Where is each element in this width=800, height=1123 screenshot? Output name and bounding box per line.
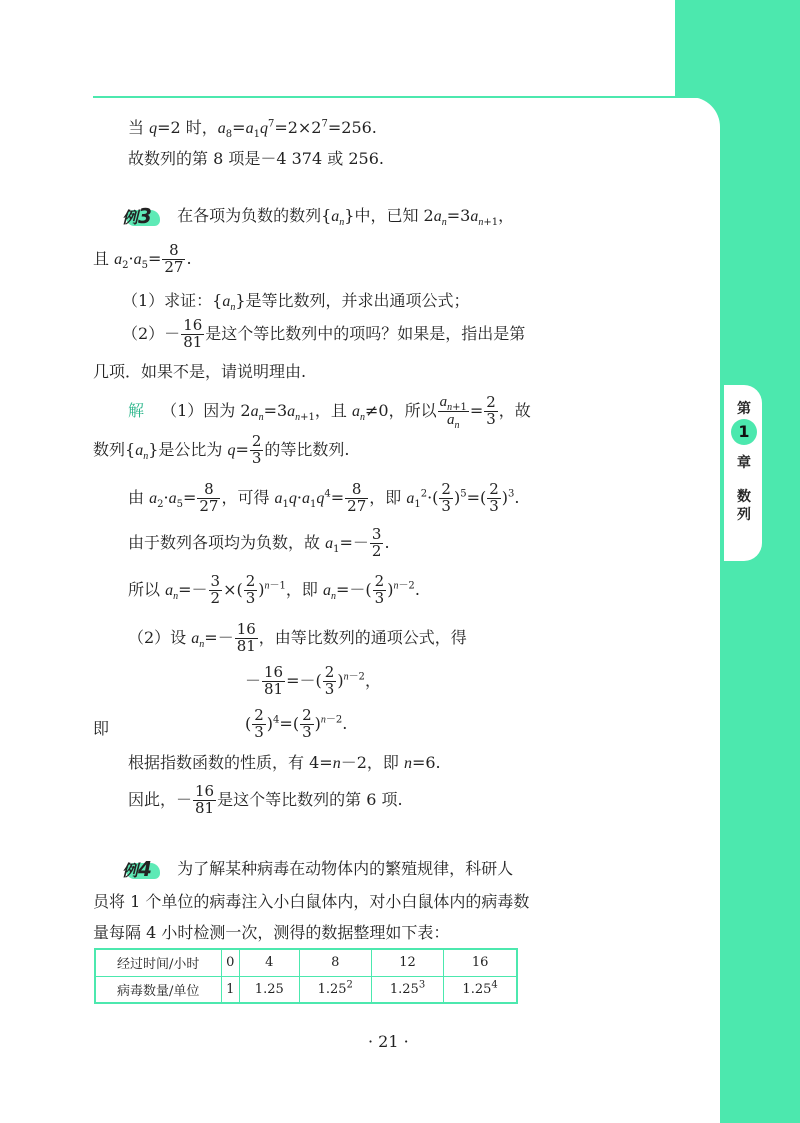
chapter-title-char-1: 数 (737, 489, 751, 505)
text-line: 故数列的第 8 项是－4 374 或 256. (128, 149, 384, 168)
question-2: （2）－ $\frac{16}{81}$ 是这个等比数列中的项吗？如果是，指出是第 (122, 316, 526, 351)
table-cell: 8 (299, 949, 371, 976)
question-1: （1）求证：$\{a_n\}$是等比数列，并求出通项公式； (122, 291, 470, 314)
text-line: 员将 1 个单位的病毒注入小白鼠体内，对小白鼠体内的病毒数 (93, 892, 530, 911)
table-row (95, 949, 517, 976)
chapter-prefix: 第 (737, 401, 751, 417)
header-rule (93, 96, 705, 98)
solution-line-1: 解 （1）因为 $2a_n=3a_{n+1}$，且 $a_n\ne 0$，所以 $\frac{a_{n+1}}{a_n}$ = $\frac{2}{3}$ ，故 (128, 393, 531, 431)
table-cell: 1.25 (239, 976, 299, 1003)
table-header-cell: 病毒数量/单位 (95, 976, 221, 1003)
text-line: 且 $a_2\cdot a_5=$ $\frac{8}{27}$ . (93, 241, 192, 276)
text-line: 量每隔 4 小时检测一次，测得的数据整理如下表： (93, 923, 450, 942)
table-cell: 4 (239, 949, 299, 976)
solution-line-2: 数列$\{a_n\}$是公比为 q= $\frac{2}{3}$ 的等比数列. (93, 432, 350, 467)
chapter-suffix: 章 (737, 455, 751, 471)
table-cell: 16 (444, 949, 517, 976)
solution-line-3: 由 $a_2\cdot a_5=$ $\frac{8}{27}$ ，可得 $a_1q\cdot a_1q^4=$ $\frac{8}{27}$ ，即 $a_1^2\cdot$( $\frac{2}{3}$ )$^5$=( $\frac{2}{3}$ )$^3$. (128, 480, 520, 515)
table-cell: 1.25$^4$ (444, 976, 517, 1003)
solution-line-5: 所以 $a_n=-$ $\frac{3}{2}$ ×( $\frac{2}{3}$ )$^{n-1}$，即 $a_n=-$( $\frac{2}{3}$ )$^{n-2}$. (128, 572, 420, 607)
table-cell: 0 (221, 949, 239, 976)
table-cell: 1.25$^3$ (371, 976, 443, 1003)
text-line: 即 (93, 719, 110, 738)
example-3-line: 例3 在各项为负数的数列$\{a_n\}$中，已知 $2a_n=3a_{n+1}$， (122, 203, 515, 229)
chapter-number-badge: 1 (731, 419, 757, 445)
chapter-title-char-2: 列 (737, 507, 751, 523)
text-line: 几项．如果不是，请说明理由. (93, 362, 307, 381)
table-header-cell: 经过时间/小时 (95, 949, 221, 976)
solution-line-10: 因此，－ $\frac{16}{81}$ 是这个等比数列的第 6 项. (128, 782, 403, 817)
virus-data-table (94, 948, 518, 1004)
example-4-badge: 例4 (122, 859, 164, 881)
solution-line-9: 根据指数函数的性质，有 4=n－2，即 n=6. (128, 753, 441, 772)
text-line: 当 q=2 时，$a_8=a_1q^7=2\times 2^7=256$. (128, 118, 377, 141)
page-number: · 21 · (368, 1032, 409, 1051)
table-cell: 1 (221, 976, 239, 1003)
solution-line-6: （2）设 $a_n=-$ $\frac{16}{81}$ ，由等比数列的通项公式，得 (128, 620, 467, 655)
example-3-badge: 例3 (122, 206, 164, 228)
solution-label: 解 (128, 400, 145, 420)
table-cell: 1.25$^2$ (299, 976, 371, 1003)
table-row (95, 976, 517, 1003)
solution-line-4: 由于数列各项均为负数，故 $a_1=-$ $\frac{3}{2}$ . (128, 525, 390, 560)
table-cell: 12 (371, 949, 443, 976)
example-4-line: 例4 为了解某种病毒在动物体内的繁殖规律，科研人 (122, 856, 514, 881)
equation-2: ( $\frac{2}{3}$ )$^4$=( $\frac{2}{3}$ )$^{n-2}$. (245, 706, 348, 741)
equation-1: － $\frac{16}{81}$ =－( $\frac{2}{3}$ )$^{n-2}$， (245, 663, 381, 698)
